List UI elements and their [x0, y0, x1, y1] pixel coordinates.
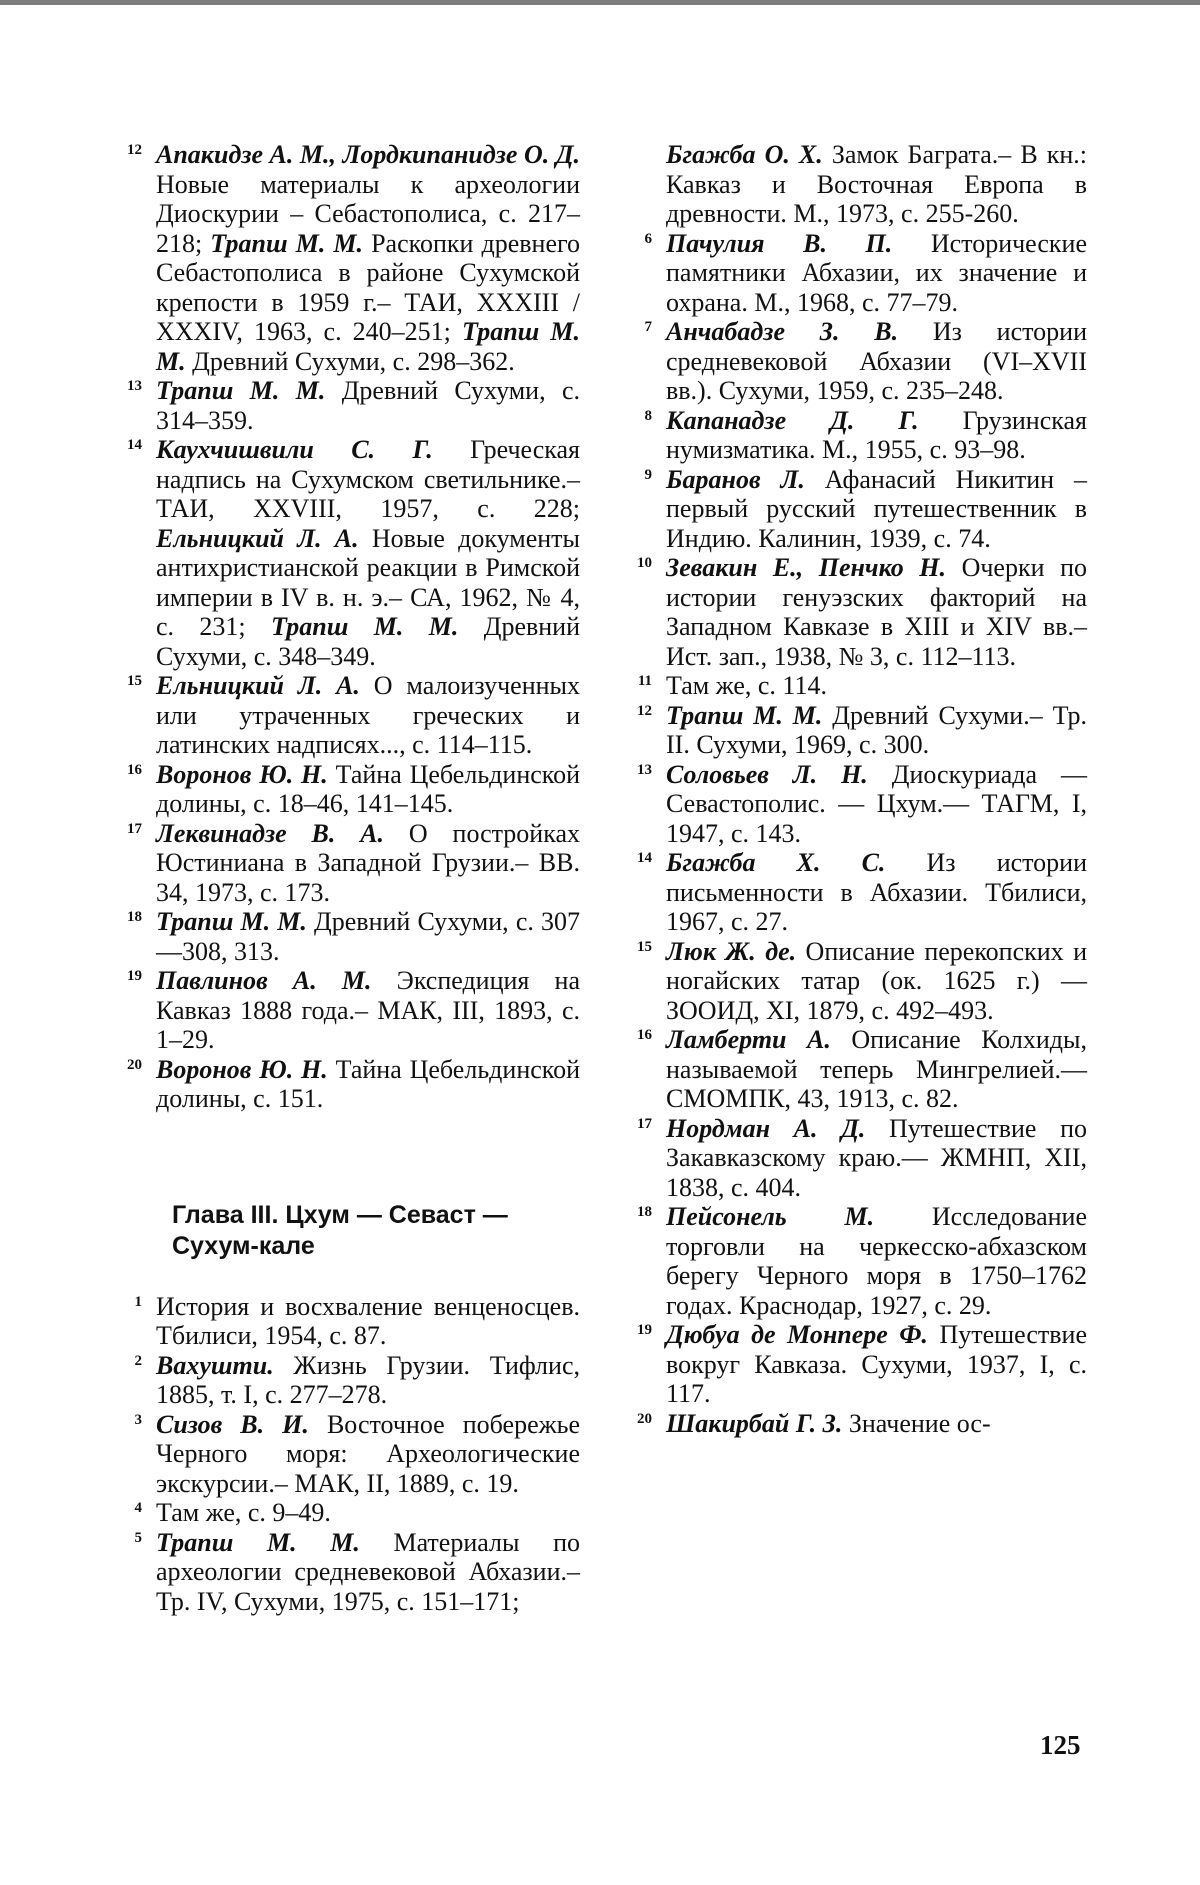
footnote-author: Воронов Ю. Н. — [156, 759, 328, 789]
footnote-number: 6 — [644, 230, 652, 247]
footnote — [622, 1025, 1087, 1114]
footnote — [112, 1528, 580, 1617]
footnote-text: Раскопки древнего Себастополиса в районе Сухумской крепости в 1959 г.– ТАИ, XXXIII / XXXIV, 1963, с. 240–251; — [156, 228, 580, 346]
footnote-text: История и восхваление венценосцев. Тбилиси, 1954, с. 87. — [156, 1291, 580, 1350]
footnote-number: 2 — [134, 1352, 142, 1369]
footnote-number: 4 — [134, 1500, 142, 1516]
footnote — [622, 937, 1087, 1026]
footnote-text: Путешествие вокруг Кавказа. Сухуми, 1937, I, с. 117. — [666, 1320, 1087, 1408]
footnote — [622, 1114, 1087, 1203]
footnote-author: Леквинадзе В. А. — [156, 818, 385, 848]
footnote-text: Древний Сухуми, с. 348–349. — [156, 612, 581, 671]
footnote-author: Шакирбай Г. З. — [666, 1408, 843, 1438]
footnote-author: Ламберти А. — [666, 1025, 831, 1054]
footnote-number: 17 — [127, 820, 142, 837]
footnote-author: Зевакин Е., Пенчко Н. — [666, 553, 947, 582]
footnote — [112, 1498, 580, 1528]
footnote-number: 16 — [637, 1027, 652, 1043]
footnote-text: Там же, с. 9–49. — [156, 1498, 331, 1527]
footnote-author: Сизов В. И. — [156, 1409, 309, 1439]
footnote-author: Воронов Ю. Н. — [156, 1054, 328, 1084]
footnote — [112, 1055, 580, 1114]
footnote-number: 3 — [134, 1411, 142, 1428]
footnote-text: Из истории средневековой Абхазии (VI–XVII вв.). Сухуми, 1959, с. 235–248. — [666, 317, 1087, 405]
footnote — [112, 966, 580, 1055]
footnote-number: 16 — [127, 761, 142, 778]
footnote-number: 20 — [127, 1056, 142, 1073]
footnote — [622, 1320, 1087, 1409]
footnote-text: Замок Баграта.– В кн.: Кавказ и Восточная Европа в древности. М., 1973, с. 255-260. — [666, 140, 1088, 228]
footnote — [622, 553, 1087, 671]
footnote-author: Пейсонель М. — [666, 1202, 875, 1231]
footnote-author: Ельницкий Л. А. — [156, 671, 360, 700]
footnote-text: Путешествие по Закавказскому краю.— ЖМНП, XII, 1838, с. 404. — [666, 1113, 1087, 1202]
footnote-author: Трапш М. М. — [156, 907, 307, 936]
footnote — [622, 848, 1087, 937]
footnote-text: Тайна Цебельдинской долины, с. 18–46, 141–145. — [156, 759, 580, 818]
footnote-text: Жизнь Грузии. Тифлис, 1885, т. I, с. 277–278. — [156, 1350, 580, 1409]
footnote-number: 15 — [127, 673, 142, 689]
footnote-number: 14 — [637, 850, 652, 866]
footnote — [622, 671, 1087, 701]
footnote-author: Бгажба О. Х. — [666, 140, 823, 169]
footnote-text: О постройках Юстиниана в Западной Грузии.– ВВ. 34, 1973, с. 173. — [156, 818, 580, 907]
top-border-line — [0, 0, 1200, 5]
footnote — [112, 1292, 580, 1351]
footnote-author: Трапш М. М. — [666, 700, 823, 730]
footnote-number: 13 — [127, 378, 142, 394]
footnote-text: Очерки по истории генуэзских факторий на Западном Кавказе в XIII и XIV вв.– Ист. зап., 1938, № 3, с. 112–113. — [666, 553, 1087, 671]
footnote-number: 7 — [644, 319, 652, 335]
footnote-text: Древний Сухуми, с. 298–362. — [185, 346, 515, 376]
footnote-author: Павлинов А. М. — [156, 966, 372, 995]
footnote — [622, 406, 1087, 465]
footnote-text: Из истории письменности в Абхазии. Тбилиси, 1967, с. 27. — [666, 848, 1087, 936]
footnote-text: Древний Сухуми, с. 307—308, 313. — [156, 907, 580, 966]
left-column — [112, 140, 580, 1616]
footnote-number: 12 — [127, 142, 142, 158]
footnote-number: 1 — [134, 1293, 142, 1310]
footnote-text: Греческая надпись на Сухумском светильнике.– ТАИ, XXVIII, 1957, с. 228; — [156, 435, 581, 523]
footnote-author: Трапш М. М. — [156, 317, 580, 376]
footnote-text: Там же, с. 114. — [666, 671, 827, 700]
footnote — [112, 907, 580, 966]
footnote-text: Экспедиция на Кавказ 1888 года.– МАК, III, 1893, с. 1–29. — [156, 966, 580, 1054]
footnote-text: Значение ос- — [842, 1408, 991, 1438]
footnote-author: Нордман А. Д. — [666, 1113, 866, 1143]
page-number: 125 — [1040, 1730, 1081, 1760]
footnote-text: Описание перекопских и ногайских татар (ок. 1625 г.) — ЗООИД, XI, 1879, с. 492–493. — [666, 936, 1087, 1025]
footnote-number: 12 — [637, 702, 652, 719]
footnote-author: Апакидзе А. М., Лордкипанидзе О. Д. — [156, 140, 580, 169]
footnote-author: Каухчишвили С. Г. — [156, 435, 433, 464]
footnote — [622, 465, 1087, 554]
footnote — [622, 701, 1087, 760]
footnote — [112, 1351, 580, 1410]
footnote-number: 14 — [127, 437, 142, 453]
footnote-author: Трапш М. М. — [156, 1527, 360, 1557]
footnote-number: 10 — [637, 555, 652, 571]
footnote-text: Материалы по археологии средневековой Абхазии.– Тр. IV, Сухуми, 1975, с. 151–171; — [156, 1527, 580, 1616]
footnote-text: Исследование торговли на черкесско-абхазском берегу Черного моря в 1750–1762 годах. Краснодар, 1927, с. 29. — [666, 1202, 1087, 1320]
footnote-number: 15 — [637, 938, 652, 955]
footnote — [112, 1410, 580, 1499]
right-column — [622, 140, 1087, 1438]
footnote — [112, 671, 580, 760]
footnote-text: Афанасий Никитин – первый русский путешественник в Индию. Калинин, 1939, с. 74. — [666, 464, 1088, 553]
footnote-author: Бгажба Х. С. — [666, 848, 886, 877]
footnote-author: Анчабадзе З. В. — [666, 317, 899, 346]
footnote-author: Трапш М. М. — [271, 612, 459, 641]
footnote-number: 19 — [127, 968, 142, 984]
footnote-author: Вахушти. — [156, 1350, 274, 1380]
footnote-author: Ельницкий Л. А. — [156, 523, 359, 553]
footnote-continuation — [622, 140, 1087, 229]
footnote-number: 13 — [637, 761, 652, 778]
footnote-author: Соловьев Л. Н. — [666, 759, 868, 789]
footnote — [622, 229, 1087, 318]
chapter-heading: Глава III. Цхум — Севаст — Сухум-кале — [172, 1200, 508, 1260]
footnote-number: 20 — [637, 1410, 652, 1427]
footnote — [112, 140, 580, 376]
footnote-text: Древний Сухуми, с. 314–359. — [156, 376, 580, 435]
footnote-text: Тайна Цебельдинской долины, с. 151. — [156, 1054, 580, 1113]
footnote-number: 9 — [644, 466, 652, 483]
footnote-author: Баранов Л. — [666, 464, 805, 494]
footnote-text: Исторические памятники Абхазии, их значение и охрана. М., 1968, с. 77–79. — [666, 228, 1087, 317]
footnote-text: Грузинская нумизматика. М., 1955, с. 93–98. — [666, 405, 1087, 464]
footnote-author: Трапш М. М. — [156, 376, 326, 405]
footnote-author: Люк Ж. де. — [666, 936, 797, 966]
footnote-author: Капанадзе Д. Г. — [666, 405, 919, 435]
footnote-number: 18 — [127, 909, 142, 925]
footnote-number: 17 — [637, 1115, 652, 1132]
footnote-number: 19 — [637, 1322, 652, 1338]
footnote-author: Дюбуа де Монпере Ф. — [666, 1320, 928, 1349]
footnote-text: Новые документы антихристианской реакции в Римской империи в IV в. н. э.– СА, 1962, № 4, с. 231; — [156, 523, 580, 641]
footnote — [112, 435, 580, 671]
footnote-text: Восточное побережье Черного моря: Археологические экскурсии.– МАК, II, 1889, с. 19. — [156, 1409, 580, 1498]
footnote-text: Новые материалы к археологии Диоскурии – Себастополиса, с. 217–218; — [156, 169, 580, 258]
footnote — [112, 376, 580, 435]
footnote — [112, 760, 580, 819]
footnote — [622, 1202, 1087, 1320]
footnote-author: Трапш М. М. — [210, 228, 364, 258]
footnote — [622, 317, 1087, 406]
footnote-number: 8 — [644, 407, 652, 424]
footnote — [112, 819, 580, 908]
footnote-text: О малоизученных или утраченных греческих и латинских надписях..., с. 114–115. — [156, 671, 580, 759]
footnote-text: Древний Сухуми.– Тр. II. Сухуми, 1969, с. 300. — [666, 700, 1087, 759]
footnote-number: 11 — [637, 673, 652, 689]
footnote-number: 5 — [134, 1529, 142, 1546]
footnote — [622, 760, 1087, 849]
footnote-text: Диоскуриада — Севастополис. — Цхум.— ТАГМ, I, 1947, с. 143. — [666, 759, 1088, 848]
footnote-number: 18 — [637, 1204, 652, 1220]
footnote-text: Описание Колхиды, называемой теперь Мингрелией.— СМОМПК, 43, 1913, с. 82. — [666, 1025, 1087, 1113]
footnote — [622, 1409, 1087, 1439]
footnote-author: Пачулия В. П. — [666, 228, 893, 258]
